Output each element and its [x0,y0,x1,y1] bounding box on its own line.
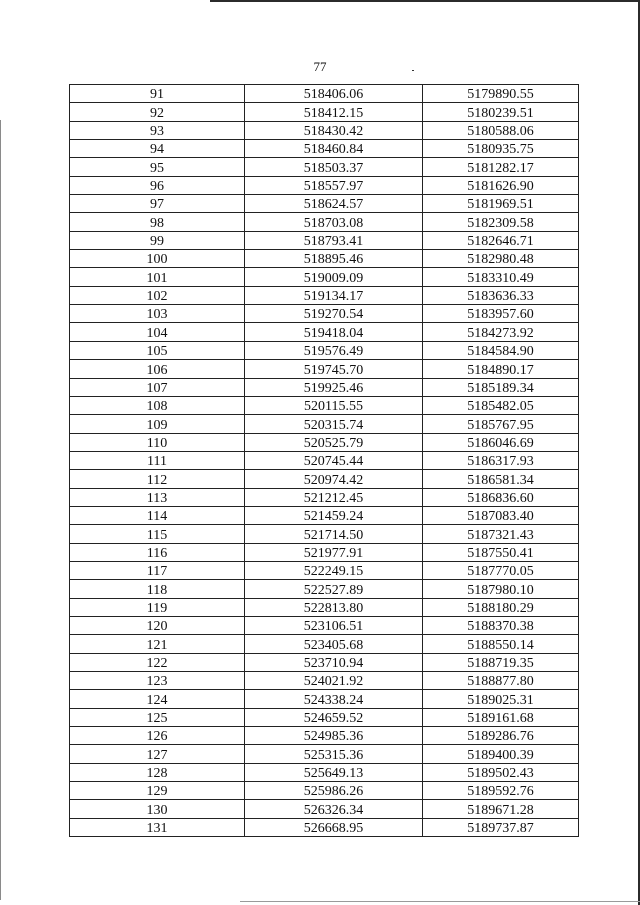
y-coordinate-cell: 5181626.90 [423,176,579,194]
table-row [70,158,579,176]
table-row [70,800,579,818]
y-coordinate-cell: 5189161.68 [423,708,579,726]
point-number-cell: 94 [70,140,245,158]
y-coordinate-cell: 5189592.76 [423,782,579,800]
table-row [70,341,579,359]
x-coordinate-cell: 519418.04 [245,323,423,341]
x-coordinate-cell: 525315.36 [245,745,423,763]
point-number-cell: 118 [70,580,245,598]
point-number-cell: 131 [70,818,245,836]
x-coordinate-cell: 519270.54 [245,305,423,323]
table-row [70,103,579,121]
y-coordinate-cell: 5189502.43 [423,763,579,781]
table-row [70,616,579,634]
scan-edge-left [0,120,1,900]
point-number-cell: 108 [70,396,245,414]
x-coordinate-cell: 518460.84 [245,140,423,158]
x-coordinate-cell: 518503.37 [245,158,423,176]
x-coordinate-cell: 524021.92 [245,672,423,690]
point-number-cell: 101 [70,268,245,286]
table-row [70,195,579,213]
point-number-cell: 127 [70,745,245,763]
table-row [70,561,579,579]
y-coordinate-cell: 5186317.93 [423,451,579,469]
y-coordinate-cell: 5187083.40 [423,506,579,524]
point-number-cell: 123 [70,672,245,690]
table-row [70,213,579,231]
y-coordinate-cell: 5186836.60 [423,488,579,506]
table-row [70,396,579,414]
y-coordinate-cell: 5188877.80 [423,672,579,690]
table-row [70,690,579,708]
x-coordinate-cell: 518412.15 [245,103,423,121]
point-number-cell: 96 [70,176,245,194]
x-coordinate-cell: 519745.70 [245,360,423,378]
point-number-cell: 110 [70,433,245,451]
table-row [70,323,579,341]
y-coordinate-cell: 5187550.41 [423,543,579,561]
table-row [70,782,579,800]
y-coordinate-cell: 5179890.55 [423,85,579,103]
point-number-cell: 97 [70,195,245,213]
x-coordinate-cell: 522249.15 [245,561,423,579]
x-coordinate-cell: 520315.74 [245,415,423,433]
x-coordinate-cell: 526326.34 [245,800,423,818]
y-coordinate-cell: 5180935.75 [423,140,579,158]
x-coordinate-cell: 518430.42 [245,121,423,139]
x-coordinate-cell: 521714.50 [245,525,423,543]
point-number-cell: 95 [70,158,245,176]
y-coordinate-cell: 5181969.51 [423,195,579,213]
y-coordinate-cell: 5184584.90 [423,341,579,359]
point-number-cell: 106 [70,360,245,378]
y-coordinate-cell: 5184273.92 [423,323,579,341]
x-coordinate-cell: 523106.51 [245,616,423,634]
table-row [70,305,579,323]
x-coordinate-cell: 519134.17 [245,286,423,304]
point-number-cell: 120 [70,616,245,634]
table-row [70,85,579,103]
x-coordinate-cell: 518624.57 [245,195,423,213]
table-row [70,415,579,433]
table-row [70,635,579,653]
y-coordinate-cell: 5183310.49 [423,268,579,286]
x-coordinate-cell: 523405.68 [245,635,423,653]
table-row [70,140,579,158]
point-number-cell: 129 [70,782,245,800]
y-coordinate-cell: 5185482.05 [423,396,579,414]
y-coordinate-cell: 5187770.05 [423,561,579,579]
table-row [70,360,579,378]
point-number-cell: 105 [70,341,245,359]
y-coordinate-cell: 5187980.10 [423,580,579,598]
y-coordinate-cell: 5189025.31 [423,690,579,708]
table-row [70,745,579,763]
point-number-cell: 100 [70,250,245,268]
y-coordinate-cell: 5189286.76 [423,727,579,745]
y-coordinate-cell: 5188719.35 [423,653,579,671]
coordinates-table [69,84,579,837]
table-row [70,176,579,194]
table-row [70,433,579,451]
x-coordinate-cell: 521459.24 [245,506,423,524]
y-coordinate-cell: 5182309.58 [423,213,579,231]
y-coordinate-cell: 5181282.17 [423,158,579,176]
y-coordinate-cell: 5180239.51 [423,103,579,121]
scan-edge-bottom [240,901,640,902]
table-row [70,580,579,598]
point-number-cell: 102 [70,286,245,304]
x-coordinate-cell: 524659.52 [245,708,423,726]
table-row [70,763,579,781]
x-coordinate-cell: 518703.08 [245,213,423,231]
y-coordinate-cell: 5182980.48 [423,250,579,268]
table-row [70,525,579,543]
page-number: 77 [313,59,327,74]
point-number-cell: 103 [70,305,245,323]
x-coordinate-cell: 522813.80 [245,598,423,616]
x-coordinate-cell: 518406.06 [245,85,423,103]
table-row [70,818,579,836]
x-coordinate-cell: 520745.44 [245,451,423,469]
coordinates-table-body [70,85,579,837]
y-coordinate-cell: 5187321.43 [423,525,579,543]
scan-speck [412,70,414,71]
point-number-cell: 92 [70,103,245,121]
point-number-cell: 115 [70,525,245,543]
x-coordinate-cell: 520525.79 [245,433,423,451]
y-coordinate-cell: 5185189.34 [423,378,579,396]
point-number-cell: 128 [70,763,245,781]
y-coordinate-cell: 5188370.38 [423,616,579,634]
point-number-cell: 93 [70,121,245,139]
point-number-cell: 112 [70,470,245,488]
table-row [70,121,579,139]
x-coordinate-cell: 521977.91 [245,543,423,561]
point-number-cell: 107 [70,378,245,396]
point-number-cell: 124 [70,690,245,708]
y-coordinate-cell: 5186581.34 [423,470,579,488]
x-coordinate-cell: 518793.41 [245,231,423,249]
x-coordinate-cell: 523710.94 [245,653,423,671]
point-number-cell: 114 [70,506,245,524]
point-number-cell: 113 [70,488,245,506]
x-coordinate-cell: 525649.13 [245,763,423,781]
scan-edge-top [210,0,640,2]
table-row [70,250,579,268]
x-coordinate-cell: 522527.89 [245,580,423,598]
x-coordinate-cell: 525986.26 [245,782,423,800]
point-number-cell: 121 [70,635,245,653]
table-row [70,506,579,524]
y-coordinate-cell: 5188550.14 [423,635,579,653]
x-coordinate-cell: 520115.55 [245,396,423,414]
table-row [70,451,579,469]
table-row [70,708,579,726]
table-row [70,231,579,249]
point-number-cell: 109 [70,415,245,433]
point-number-cell: 116 [70,543,245,561]
x-coordinate-cell: 524985.36 [245,727,423,745]
table-row [70,488,579,506]
point-number-cell: 130 [70,800,245,818]
y-coordinate-cell: 5182646.71 [423,231,579,249]
y-coordinate-cell: 5189737.87 [423,818,579,836]
table-row [70,543,579,561]
x-coordinate-cell: 520974.42 [245,470,423,488]
x-coordinate-cell: 526668.95 [245,818,423,836]
y-coordinate-cell: 5185767.95 [423,415,579,433]
y-coordinate-cell: 5189671.28 [423,800,579,818]
point-number-cell: 91 [70,85,245,103]
point-number-cell: 126 [70,727,245,745]
x-coordinate-cell: 518557.97 [245,176,423,194]
point-number-cell: 122 [70,653,245,671]
y-coordinate-cell: 5188180.29 [423,598,579,616]
table-row [70,286,579,304]
table-row [70,653,579,671]
y-coordinate-cell: 5184890.17 [423,360,579,378]
y-coordinate-cell: 5183636.33 [423,286,579,304]
point-number-cell: 125 [70,708,245,726]
x-coordinate-cell: 521212.45 [245,488,423,506]
point-number-cell: 104 [70,323,245,341]
point-number-cell: 117 [70,561,245,579]
x-coordinate-cell: 518895.46 [245,250,423,268]
table-row [70,470,579,488]
x-coordinate-cell: 519009.09 [245,268,423,286]
point-number-cell: 111 [70,451,245,469]
x-coordinate-cell: 519925.46 [245,378,423,396]
table-row [70,598,579,616]
y-coordinate-cell: 5180588.06 [423,121,579,139]
point-number-cell: 99 [70,231,245,249]
y-coordinate-cell: 5183957.60 [423,305,579,323]
table-row [70,727,579,745]
y-coordinate-cell: 5189400.39 [423,745,579,763]
point-number-cell: 119 [70,598,245,616]
point-number-cell: 98 [70,213,245,231]
table-row [70,378,579,396]
table-row [70,672,579,690]
y-coordinate-cell: 5186046.69 [423,433,579,451]
table-row [70,268,579,286]
x-coordinate-cell: 524338.24 [245,690,423,708]
x-coordinate-cell: 519576.49 [245,341,423,359]
